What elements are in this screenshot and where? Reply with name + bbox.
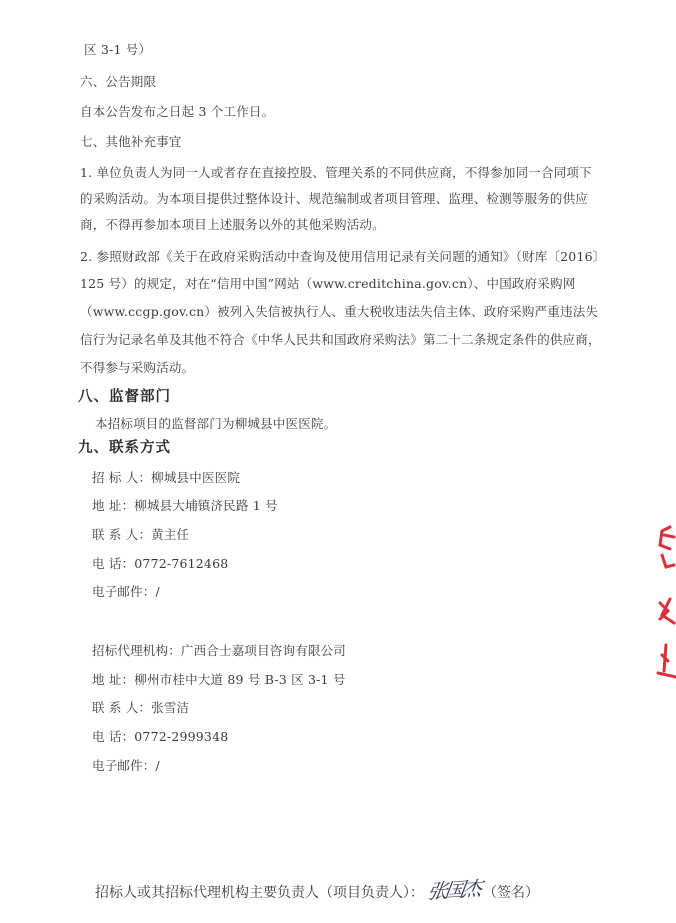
text-line: 自本公告发布之日起 3 个工作日。 [80,104,275,119]
text-line: 区 3-1 号） [84,42,152,57]
contact-label: 地 址： [92,672,135,687]
text-line: （www.ccgp.gov.cn）被列入失信被执行人、重大税收违法失信主体、政府采购严重违法失 [80,304,599,319]
contact-value: 柳州市桂中大道 89 号 B-3 区 3-1 号 [134,672,346,687]
signature-prefix: 招标人或其招标代理机构主要负责人（项目负责人）： [95,885,424,901]
contact-value: / [155,758,160,773]
contact-label: 电子邮件： [92,758,156,773]
text-line: 2. 参照财政部《关于在政府采购活动中查询及使用信用记录有关问题的通知》（财库〔2016〕 [80,249,606,264]
agency-phone-row [92,729,228,745]
contact-value: 广西合士嘉项目咨询有限公司 [180,643,347,658]
contact-label: 联 系 人： [92,700,152,715]
contact-value: / [155,584,160,599]
agency-address-row [92,672,346,688]
contact-value: 张雪洁 [151,700,190,715]
text-line: 不得参与采购活动。 [80,360,195,375]
agency-contact-row [92,700,189,716]
stamp-seal-icon [640,515,676,685]
text-line: 1. 单位负责人为同一人或者存在直接控股、管理关系的不同供应商，不得参加同一合同项下 [80,165,592,180]
text-line: 125 号）的规定，对在“信用中国”网站（www.creditchina.gov.cn）、中国政府采购网 [80,276,576,291]
contact-label: 电 话： [92,556,135,571]
agency-email-row [92,758,160,774]
contact-value: 柳城县大埔镇济民路 1 号 [134,498,278,513]
contact-label: 电 话： [92,729,135,744]
signature-line [95,874,539,903]
purchaser-email-row [92,584,160,600]
section-8-heading: 八、监督部门 [78,389,171,405]
contact-value: 柳城县中医医院 [151,470,241,485]
agency-name-row [92,643,346,659]
contact-label: 招 标 人： [92,470,152,485]
handwritten-signature: 张国杰 [425,876,481,904]
purchaser-name-row [92,470,240,486]
contact-value: 0772-7612468 [134,556,229,571]
contact-value: 黄主任 [151,527,190,542]
contact-value: 0772-2999348 [134,729,229,744]
text-line: 信行为记录名单及其他不符合《中华人民共和国政府采购法》第二十二条规定条件的供应商， [80,332,601,347]
contact-label: 地 址： [92,498,135,513]
text-line: 商，不得再参加本项目上述服务以外的其他采购活动。 [80,217,385,232]
contact-label: 联 系 人： [92,527,152,542]
text-line: 的采购活动。为本项目提供过整体设计、规范编制或者项目管理、监理、检测等服务的供应 [80,191,589,206]
contact-label: 电子邮件： [92,584,156,599]
section-7-heading: 七、其他补充事宜 [80,134,182,149]
signature-suffix: （签名） [483,885,539,901]
supervision-text: 本招标项目的监督部门为柳城县中医医院。 [95,416,337,431]
purchaser-phone-row [92,556,228,572]
purchaser-address-row [92,498,278,514]
contact-label: 招标代理机构： [92,643,181,658]
section-9-heading: 九、联系方式 [78,440,171,456]
section-6-heading: 六、公告期限 [80,74,157,89]
purchaser-contact-row [92,527,189,543]
